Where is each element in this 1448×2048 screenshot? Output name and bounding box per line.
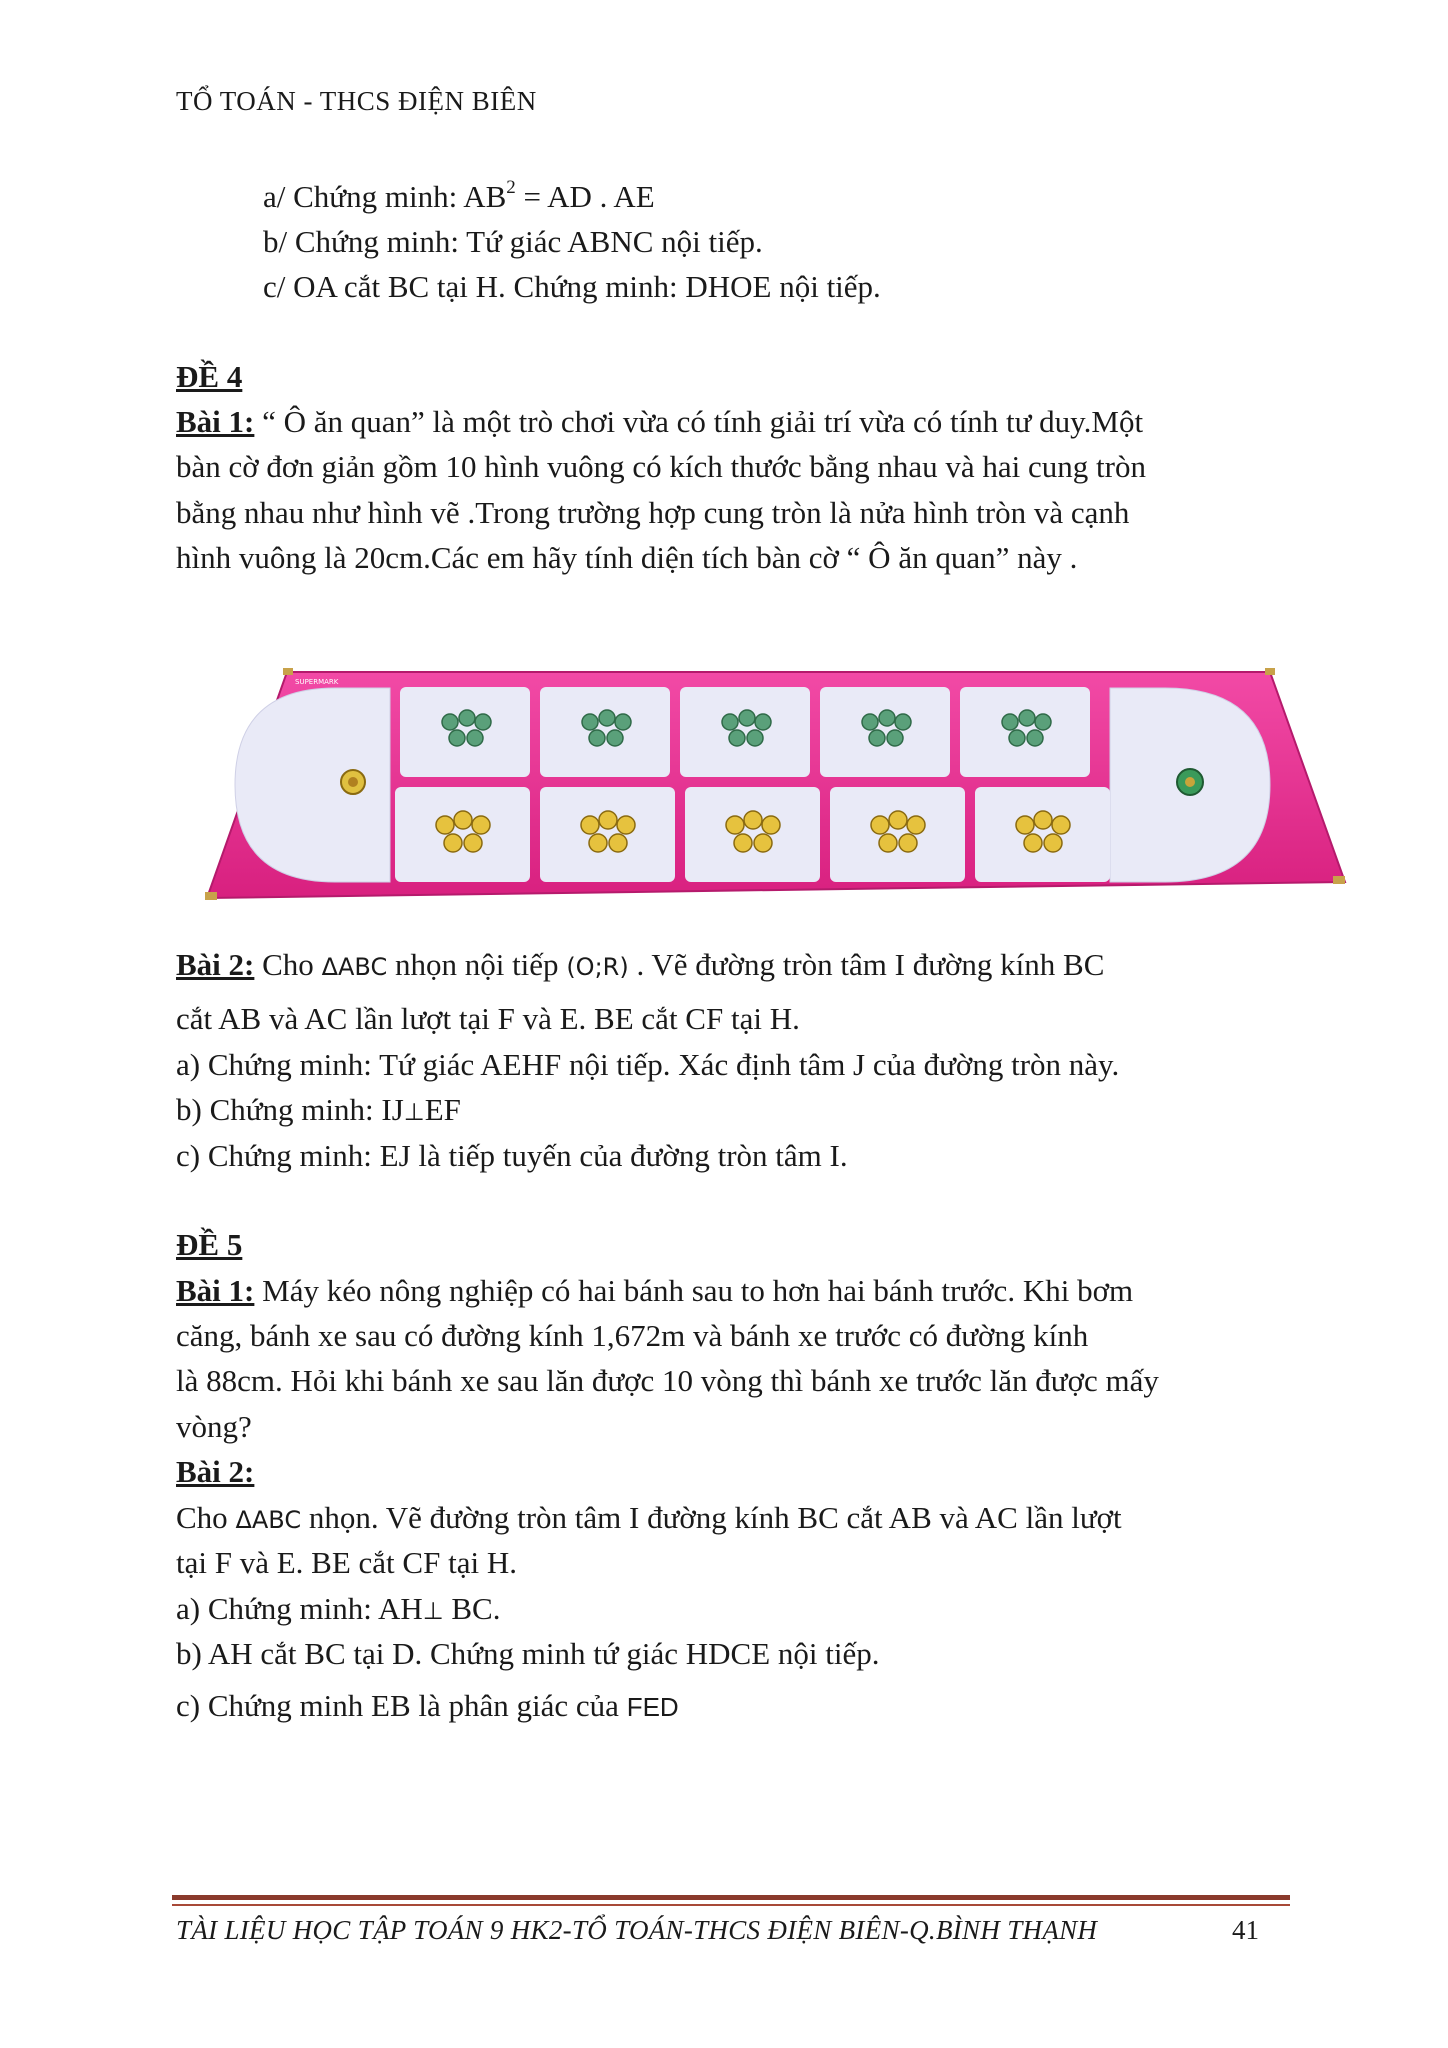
board-square — [540, 687, 670, 777]
de4-bai2-part-a: a) Chứng minh: Tứ giác AEHF nội tiếp. Xác định tâm J của đường tròn này. — [176, 1047, 1120, 1082]
board-top-row — [400, 687, 1090, 777]
de4-bai2-part-b — [176, 1087, 461, 1135]
board-square — [960, 687, 1090, 777]
de4-bai1-line4: hình vuông là 20cm.Các em hãy tính diện tích bàn cờ “ Ô ăn quan” này . — [176, 540, 1078, 575]
part-b-text-end: EF — [424, 1092, 461, 1127]
part-a-prefix: a/ Chứng minh: AB — [263, 179, 507, 214]
brand-text: SUPERMARK — [295, 678, 339, 686]
de4-bai2-text-c: . Vẽ đường tròn tâm I đường kính BC — [628, 947, 1105, 982]
footer-rule-thick — [172, 1895, 1290, 1900]
problem-part-a — [263, 174, 655, 220]
part-a-text-end: BC. — [443, 1591, 501, 1626]
de4-bai1-line3: bằng nhau như hình vẽ .Trong trường hợp cung tròn là nửa hình tròn và cạnh — [176, 495, 1130, 530]
de4-bai2-label: Bài 2: — [176, 947, 255, 982]
de4-bai1-line1 — [176, 399, 1143, 445]
exponent: 2 — [506, 177, 516, 198]
de4-title: ĐỀ 4 — [176, 359, 243, 394]
de4-bai2-line1 — [176, 942, 1104, 990]
de4-bai1-line2: bàn cờ đơn giản gồm 10 hình vuông có kích thước bằng nhau và hai cung tròn — [176, 449, 1146, 484]
board-square — [975, 787, 1110, 882]
de5-bai2-part-a — [176, 1586, 500, 1634]
de4-bai2-line2: cắt AB và AC lần lượt tại F và E. BE cắt CF tại H. — [176, 1001, 800, 1036]
perpendicular-symbol: ⊥ — [403, 1098, 425, 1126]
board-square — [685, 787, 820, 882]
de4-bai2-text-b: nhọn nội tiếp — [387, 947, 567, 982]
de5-bai2-line1 — [176, 1495, 1122, 1543]
part-c-text: c) Chứng minh EB là phân giác của — [176, 1688, 627, 1723]
de5-bai1-label: Bài 1: — [176, 1273, 255, 1308]
board-square — [395, 787, 530, 882]
part-b-text: b) Chứng minh: IJ — [176, 1092, 404, 1127]
de5-bai2-label: Bài 2: — [176, 1454, 255, 1489]
de4-bai2-text-a: Cho — [254, 947, 322, 982]
angle-fed: FED — [626, 1692, 679, 1722]
de5-bai2-text-b: nhọn. Vẽ đường tròn tâm I đường kính BC cắt AB và AC lần lượt — [301, 1500, 1122, 1535]
corner-tab — [1265, 668, 1275, 675]
quan-piece-center — [1185, 777, 1195, 787]
de5-bai2-line2: tại F và E. BE cắt CF tại H. — [176, 1545, 517, 1580]
board-square — [540, 787, 675, 882]
perpendicular-symbol: ⊥ — [422, 1597, 444, 1625]
board-square — [820, 687, 950, 777]
page-header: TỔ TOÁN - THCS ĐIỆN BIÊN — [176, 86, 537, 116]
board-square — [830, 787, 965, 882]
de5-bai1-text: Máy kéo nông nghiệp có hai bánh sau to hơn hai bánh trước. Khi bơm — [254, 1273, 1134, 1308]
corner-tab — [205, 892, 217, 900]
triangle-abc: ΔABC — [235, 1506, 302, 1534]
board-bottom-row — [395, 787, 1110, 882]
footer-text: TÀI LIỆU HỌC TẬP TOÁN 9 HK2-TỔ TOÁN-THCS ĐIỆN BIÊN-Q.BÌNH THẠNH — [176, 1915, 1098, 1945]
left-semicircle — [235, 688, 390, 882]
de4-bai1-text: “ Ô ăn quan” là một trò chơi vừa có tính giải trí vừa có tính tư duy.Một — [254, 404, 1144, 439]
footer-rule-thin — [172, 1904, 1290, 1906]
de5-bai2-part-c — [176, 1683, 679, 1730]
o-an-quan-board-image — [195, 660, 1355, 910]
corner-tab — [283, 668, 293, 675]
de5-bai2-part-b: b) AH cắt BC tại D. Chứng minh tứ giác HDCE nội tiếp. — [176, 1636, 880, 1671]
board-square — [680, 687, 810, 777]
de5-bai1-line4: vòng? — [176, 1409, 252, 1444]
quan-piece-center — [348, 777, 358, 787]
triangle-abc: ΔABC — [321, 953, 388, 981]
part-a-suffix: = AD . AE — [515, 179, 655, 214]
de5-bai1-line1 — [176, 1268, 1133, 1314]
problem-part-c: c/ OA cắt BC tại H. Chứng minh: DHOE nội tiếp. — [263, 269, 881, 304]
de5-bai2-text-a: Cho — [176, 1500, 236, 1535]
de5-bai1-line2: căng, bánh xe sau có đường kính 1,672m và bánh xe trước có đường kính — [176, 1318, 1089, 1353]
de5-bai1-line3: là 88cm. Hỏi khi bánh xe sau lăn được 10 vòng thì bánh xe trước lăn được mấy — [176, 1363, 1159, 1398]
board-square — [400, 687, 530, 777]
de5-title: ĐỀ 5 — [176, 1227, 243, 1262]
part-a-text: a) Chứng minh: AH — [176, 1591, 423, 1626]
corner-tab — [1333, 876, 1345, 884]
de4-bai2-part-c: c) Chứng minh: EJ là tiếp tuyến của đường tròn tâm I. — [176, 1138, 848, 1173]
problem-part-b: b/ Chứng minh: Tứ giác ABNC nội tiếp. — [263, 224, 763, 259]
de4-bai1-label: Bài 1: — [176, 404, 255, 439]
circle-o-r: (O;R) — [566, 953, 629, 981]
page-number: 41 — [1232, 1915, 1259, 1945]
